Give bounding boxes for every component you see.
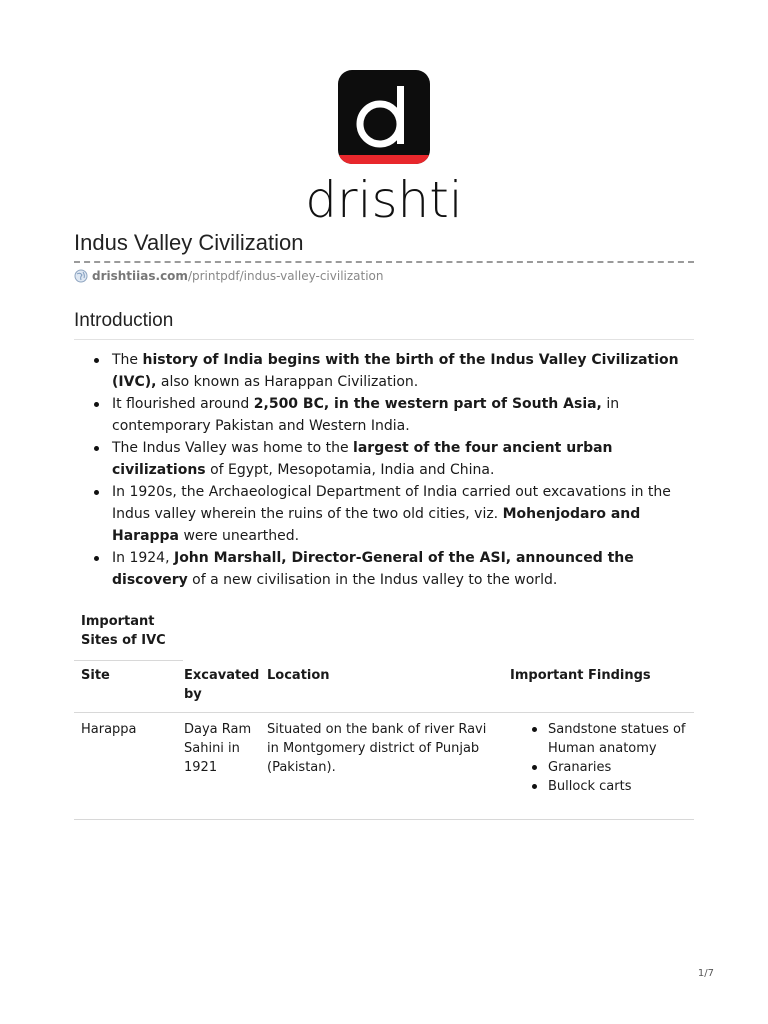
intro-bullet-list	[94, 349, 694, 591]
table-header-divider	[74, 712, 694, 713]
source-domain: drishtiias.com	[92, 269, 188, 283]
list-item: The Indus Valley was home to the largest of the four ancient urban civilizations of Egypt, Mesopotamia, India and China.	[94, 437, 694, 481]
cell-excavated-by: Daya Ram Sahini in 1921	[184, 722, 252, 775]
brand-wordmark: drishti	[305, 171, 463, 229]
source-path: /printpdf/indus-valley-civilization	[187, 269, 384, 283]
list-item: The history of India begins with the birth of the Indus Valley Civilization (IVC), also known as Harappan Civilization.	[94, 349, 694, 393]
document-title: Indus Valley Civilization	[74, 230, 304, 255]
section-divider	[74, 339, 694, 340]
source-link[interactable]	[74, 269, 384, 283]
column-header-location: Location	[267, 668, 330, 683]
column-header-site: Site	[81, 668, 110, 683]
table-caption: Important Sites of IVC	[74, 612, 183, 661]
title-divider	[74, 261, 694, 263]
list-item: It flourished around 2,500 BC, in the western part of South Asia, in contemporary Pakistan and Western India.	[94, 393, 694, 437]
brand-logo	[0, 70, 768, 228]
column-header-findings: Important Findings	[510, 668, 651, 683]
list-item: In 1920s, the Archaeological Department of India carried out excavations in the Indus valley wherein the ruins of the two old cities, viz. Mohenjodaro and Harappa were unearthed.	[94, 481, 694, 547]
cell-location: Situated on the bank of river Ravi in Montgomery district of Punjab (Pakistan).	[267, 722, 487, 775]
list-item: Granaries	[528, 758, 688, 777]
list-item: Bullock carts	[528, 777, 688, 796]
column-header-excavated-by: Excavated by	[184, 668, 260, 702]
table-row-divider	[74, 819, 694, 820]
globe-icon	[74, 269, 88, 283]
list-item: Sandstone statues of Human anatomy	[528, 720, 688, 758]
cell-findings-list	[528, 720, 688, 796]
cell-site: Harappa	[81, 722, 137, 737]
logo-accent-bar	[338, 155, 430, 164]
section-heading-introduction: Introduction	[74, 310, 174, 331]
list-item: In 1924, John Marshall, Director-General of the ASI, announced the discovery of a new civilisation in the Indus valley to the world.	[94, 547, 694, 591]
page-number: 1/7	[697, 968, 714, 979]
drishti-logo-icon	[338, 70, 430, 164]
